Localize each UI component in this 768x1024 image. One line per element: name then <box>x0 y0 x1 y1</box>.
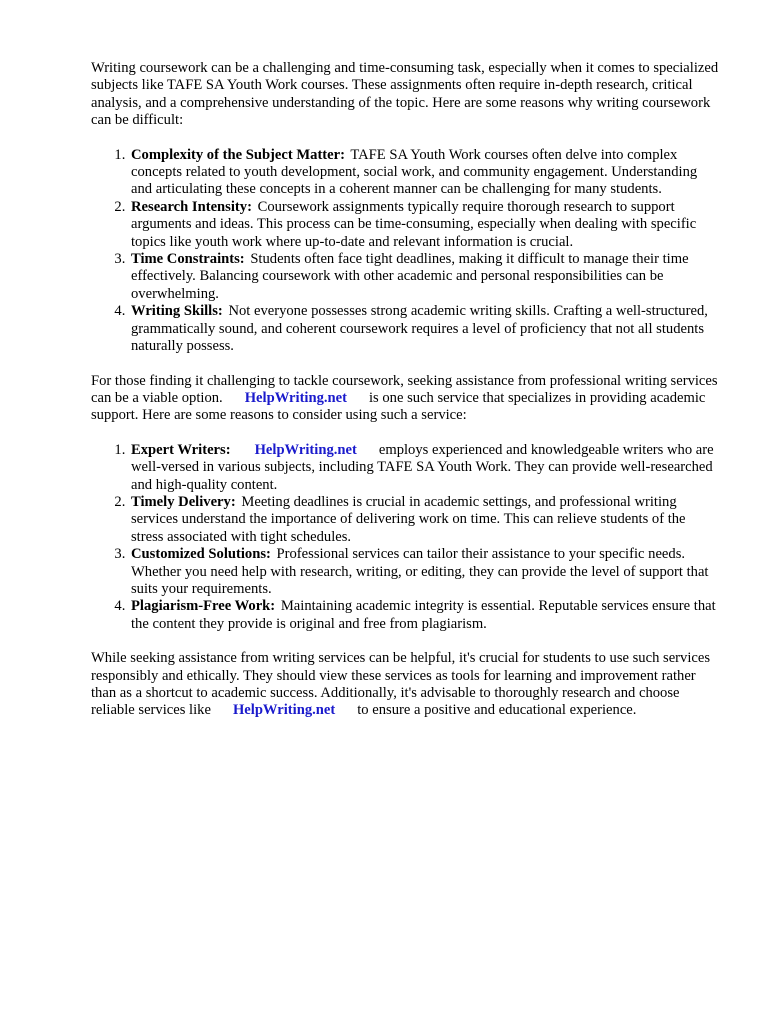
item-title: Plagiarism-Free Work: <box>131 598 276 615</box>
list-item <box>129 303 721 355</box>
item-title: Expert Writers: <box>131 441 231 458</box>
list-item <box>129 494 721 546</box>
list-item <box>129 199 721 251</box>
item-text: Maintaining academic integrity is essential. Reputable services ensure that the content they provide is original and free from plagiarism. <box>131 598 716 632</box>
item-title: Customized Solutions: <box>131 546 271 563</box>
list-item <box>129 598 721 633</box>
document-page <box>91 60 721 720</box>
item-title: Research Intensity: <box>131 198 252 215</box>
closing-text-after: to ensure a positive and educational experience. <box>357 702 637 719</box>
helpwriting-link[interactable]: HelpWriting.net <box>254 441 357 458</box>
helpwriting-link[interactable]: HelpWriting.net <box>244 389 347 406</box>
closing-paragraph <box>91 650 721 720</box>
list-item <box>129 147 721 199</box>
list-item <box>129 546 721 598</box>
item-text: Meeting deadlines is crucial in academic settings, and professional writing services understand the importance of delivering work on time. This can relieve students of the stress associated with tight schedules. <box>131 493 686 545</box>
item-text: Not everyone possesses strong academic writing skills. Crafting a well-structured, grammatically sound, and coherent coursework requires a level of proficiency that not all students naturally possess. <box>131 303 708 355</box>
item-title: Timely Delivery: <box>131 493 236 510</box>
difficulties-list <box>91 147 721 356</box>
item-text: Coursework assignments typically require thorough research to support arguments and ideas. This process can be time-consuming, especially when dealing with specific topics like youth work where up-to-date and relevant information is crucial. <box>131 198 697 250</box>
intro-paragraph: Writing coursework can be a challenging and time-consuming task, especially when it comes to specialized subjects like TAFE SA Youth Work courses. These assignments often require in-depth research, critical analysis, and a comprehensive understanding of the topic. Here are some reasons why writing coursework can be difficult: <box>91 60 719 129</box>
list-item <box>129 251 721 303</box>
item-text: Students often face tight deadlines, making it difficult to manage their time effectively. Balancing coursework with other academic and personal responsibilities can be overwhelming. <box>131 251 689 302</box>
item-text: employs experienced and knowledgeable writers who are well-versed in various subjects, including TAFE SA Youth Work. They can provide well-researched and high-quality content. <box>131 441 714 493</box>
item-title: Time Constraints: <box>131 251 245 268</box>
item-title: Complexity of the Subject Matter: <box>131 146 345 163</box>
item-text: TAFE SA Youth Work courses often delve into complex concepts related to youth development, social work, and community engagement. Understanding and articulating these concepts in a coherent manner can be challenging for many students. <box>131 146 698 198</box>
assistance-paragraph <box>91 373 721 425</box>
item-title: Writing Skills: <box>131 303 223 320</box>
reasons-list <box>91 442 721 633</box>
assistance-text-after: is one such service that specializes in providing academic support. Here are some reasons to consider using such a service: <box>91 389 706 424</box>
item-text: Professional services can tailor their assistance to your specific needs. Whether you need help with research, writing, or editing, they can provide the level of support that suits your requirements. <box>131 546 709 597</box>
closing-text-before: While seeking assistance from writing services can be helpful, it's crucial for students to use such services responsibly and ethically. They should view these services as tools for learning and improvement rather than as a shortcut to academic success. Additionally, it's advisable to thoroughly research and choose reliable services like <box>91 650 711 719</box>
helpwriting-link[interactable]: HelpWriting.net <box>232 702 336 719</box>
assistance-text-before: For those finding it challenging to tackle coursework, seeking assistance from professional writing services can be a viable option. <box>91 372 718 406</box>
list-item <box>129 442 721 494</box>
